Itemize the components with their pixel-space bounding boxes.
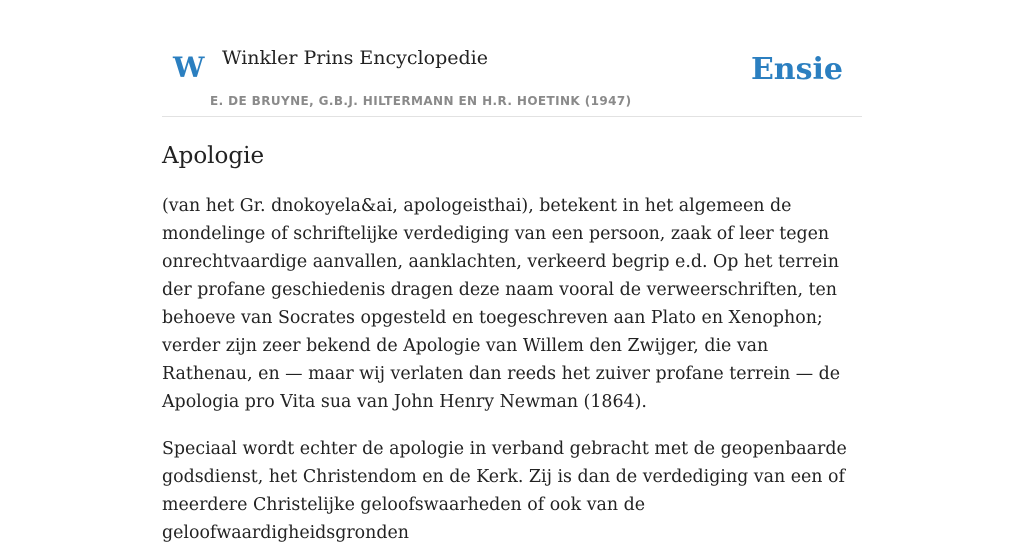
entry-title: Apologie — [162, 143, 265, 169]
authors-line: E. DE BRUYNE, G.B.J. HILTERMANN EN H.R. HOETINK (1947) — [210, 94, 632, 108]
ensie-logo[interactable]: Ensie — [750, 52, 843, 87]
site-title[interactable]: Winkler Prins Encyclopedie — [222, 47, 488, 69]
article-paragraph-2: Speciaal wordt echter de apologie in verband gebracht met de geopenbaarde godsdienst, het Christendom en de Kerk. Zij is dan de verdediging van een of meerdere Christelijke geloofswaarheden of ook van de geloofwaardigheidsgronden — [162, 439, 847, 543]
page — [162, 0, 862, 547]
article-paragraph-1: (van het Gr. dnokoyela&ai, apologeisthai), betekent in het algemeen de mondelinge of schriftelijke verdediging van een persoon, zaak of leer tegen onrechtvaardige aanvallen, aanklachten, verkeerd begrip e.d. Op het terrein der profane geschiedenis dragen deze naam vooral de verweerschriften, ten behoeve van Socrates opgesteld en toegeschreven aan Plato en Xenophon; verder zijn zeer bekend de Apologie van Willem den Zwijger, die van Rathenau, en — maar wij verlaten dan reeds het zuiver profane terrein — de Apologia pro Vita sua van John Henry Newman (1864). — [162, 196, 841, 412]
winkler-prins-logo[interactable]: W — [173, 51, 205, 84]
header — [162, 0, 862, 117]
